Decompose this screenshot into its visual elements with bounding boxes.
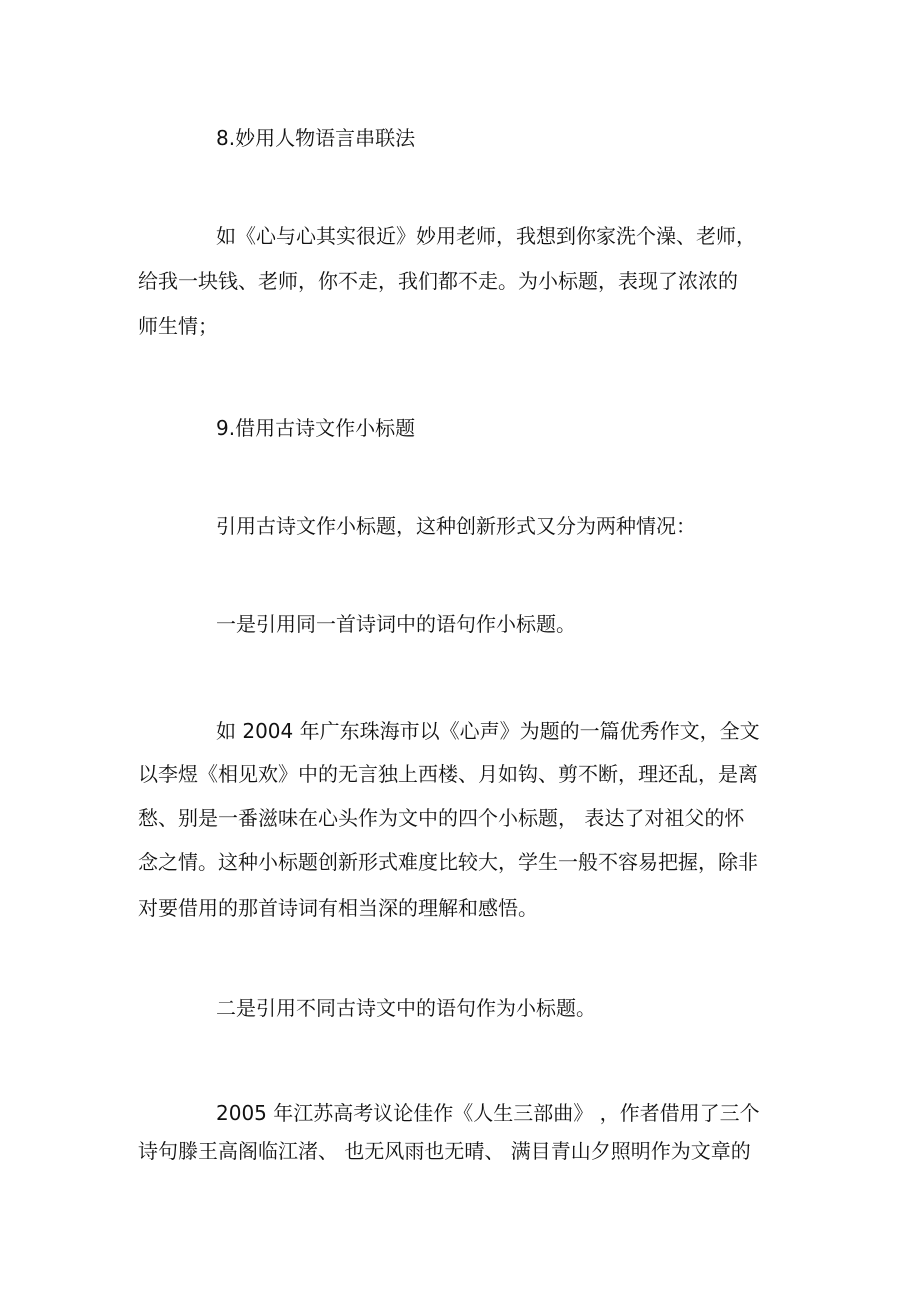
paragraph-9-intro: 引用古诗文作小标题，这种创新形式又分为两种情况： [216,514,696,538]
case-1-example-line-3: 愁、别是一番滋味在心头作为文中的四个小标题， 表达了对祖父的怀 [138,806,745,830]
paragraph-8-line-2: 给我一块钱、老师，你不走，我们都不走。为小标题，表现了浓浓的 [138,269,738,293]
paragraph-8-line-1: 如《心与心其实很近》妙用老师，我想到你家洗个澡、老师， [216,224,756,248]
case-2-example-line-1: 2005 年江苏高考议论佳作《人生三部曲》 ，作者借用了三个 [216,1101,760,1125]
case-1-example-line-5: 对要借用的那首诗词有相当深的理解和感悟。 [138,896,538,920]
case-1-title: 一是引用同一首诗词中的语句作小标题。 [216,612,576,636]
case-1-example-line-2: 以李煜《相见欢》中的无言独上西楼、月如钩、剪不断，理还乱，是离 [138,762,758,786]
case-2-example-line-2: 诗句滕王高阁临江渚、 也无风雨也无晴、 满目青山夕照明作为文章的 [138,1139,751,1163]
section-heading-8: 8.妙用人物语言串联法 [216,126,416,150]
paragraph-8-line-3: 师生情； [138,314,218,338]
case-1-example-line-4: 念之情。这种小标题创新形式难度比较大，学生一般不容易把握，除非 [138,850,758,874]
case-1-example-line-1: 如 2004 年广东珠海市以《心声》为题的一篇优秀作文，全文 [216,719,760,743]
case-2-title: 二是引用不同古诗文中的语句作为小标题。 [216,996,596,1020]
section-heading-9: 9.借用古诗文作小标题 [216,416,416,440]
